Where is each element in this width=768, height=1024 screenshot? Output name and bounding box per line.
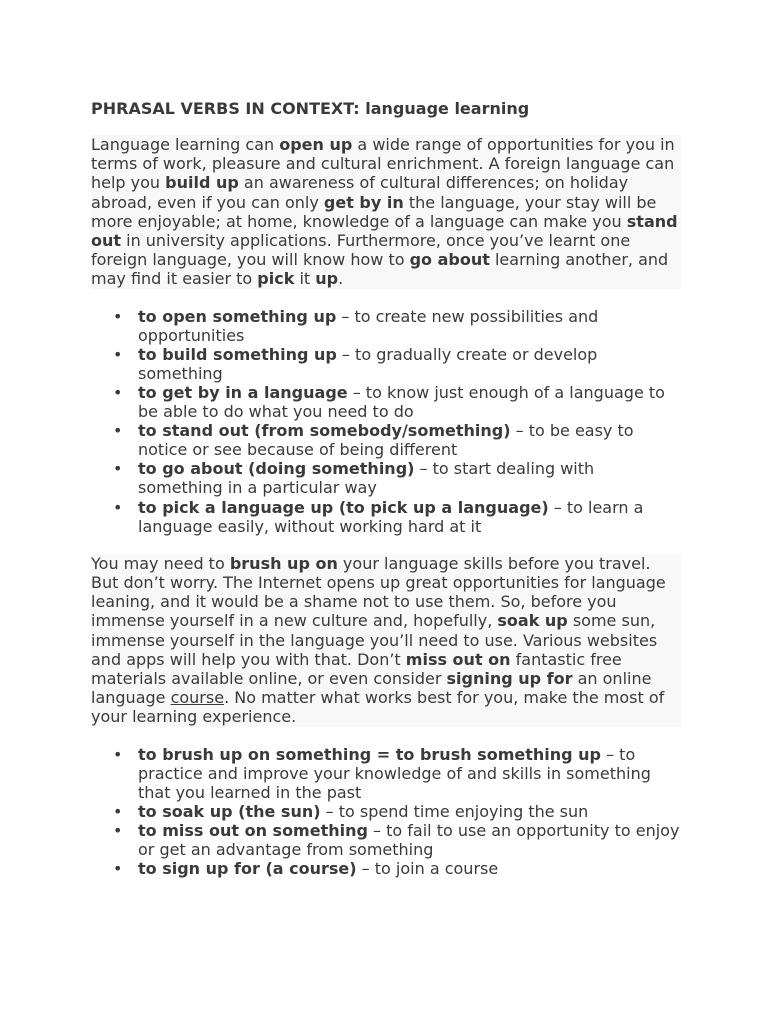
definition-item (91, 859, 681, 878)
definition-item (91, 745, 681, 802)
definition-text: – to join a course (356, 859, 499, 879)
definition-term: to brush up on something = to brush something up (138, 744, 601, 764)
paragraph-text: . No matter what works best for you, make the most of your learning experience. (91, 688, 665, 727)
definition-text: – to start dealing with something in a particular way (138, 459, 595, 498)
definition-item (91, 307, 681, 345)
definition-text: – to gradually create or develop something (138, 344, 598, 383)
paragraph-text: an awareness of cultural differences; on holiday abroad, even if you can only (91, 173, 629, 212)
definition-item (91, 421, 681, 459)
paragraph-text: fantastic free materials available online, or even consider (91, 649, 622, 688)
definition-item (91, 802, 681, 821)
paragraph-text: your language skills before you travel. But don’t worry. The Internet opens up great opportunities for language leaning, and it would be a shame not to use them. So, before you immense yourself in a new culture and, hopefully, (91, 553, 666, 631)
paragraph-text: some sun, immense yourself in the language you’ll need to use. Various websites and apps will help you with that. Don’t (91, 611, 658, 669)
document-title: PHRASAL VERBS IN CONTEXT: language learning (91, 99, 530, 118)
document-page (91, 97, 681, 878)
definition-text: – to create new possibilities and opportunities (138, 306, 599, 345)
bold-phrasal-verb: up (315, 269, 339, 289)
definition-term: to pick a language up (to pick up a language) (138, 497, 549, 517)
bullet-icon: • (113, 383, 123, 402)
paragraph-text: learning another, and may find it easier to (91, 250, 669, 289)
bold-phrasal-verb: open up (279, 135, 353, 154)
definition-term: to stand out (from somebody/something) (138, 421, 511, 441)
paragraph-2 (91, 554, 681, 727)
bullet-icon: • (113, 459, 123, 479)
definition-term: to miss out on something (138, 820, 368, 840)
paragraph-1 (91, 135, 681, 289)
definition-term: to build something up (138, 344, 337, 364)
bullet-icon: • (113, 801, 123, 821)
definition-text: – to practice and improve your knowledge of and skills in something that you learned in the past (138, 744, 651, 802)
paragraph-text: a wide range of opportunities for you in terms of work, pleasure and cultural enrichment. A foreign language can help you (91, 135, 675, 193)
paragraph-text: it (294, 269, 316, 289)
bold-phrasal-verb: stand out (91, 211, 678, 251)
paragraph-text: . (338, 269, 344, 289)
bullet-icon: • (113, 497, 123, 517)
definitions-list-2 (91, 745, 681, 879)
bullet-icon: • (113, 820, 123, 840)
definition-term: to get by in a language (138, 383, 348, 402)
definition-item (91, 345, 681, 383)
definitions-list-1 (91, 307, 681, 536)
definition-term: to sign up for (a course) (138, 859, 357, 879)
definition-text: – to spend time enjoying the sun (320, 801, 589, 821)
bullet-icon: • (113, 306, 123, 326)
bullet-icon: • (113, 744, 123, 764)
definition-item (91, 459, 681, 497)
bold-phrasal-verb: brush up on (229, 553, 338, 573)
definition-item (91, 821, 681, 859)
bullet-icon: • (113, 859, 123, 879)
paragraph-text: You may need to (91, 553, 230, 573)
paragraph-text: Language learning can (91, 135, 280, 154)
definition-term: to go about (doing something) (138, 459, 415, 479)
definition-text: – to learn a language easily, without working hard at it (138, 497, 644, 536)
definition-text: – to be easy to notice or see because of being different (138, 421, 634, 460)
bold-phrasal-verb: go about (409, 250, 490, 270)
bullet-icon: • (113, 421, 123, 441)
definition-text: – to know just enough of a language to be able to do what you need to do (138, 383, 665, 422)
paragraph-text: in university applications. Furthermore, once you’ve learnt one foreign language, you will know how to (91, 231, 631, 270)
definition-text: – to fail to use an opportunity to enjoy or get an advantage from something (138, 820, 680, 860)
definition-item (91, 383, 681, 421)
underlined-link-text[interactable]: course (170, 688, 225, 708)
definition-term: to soak up (the sun) (138, 801, 321, 821)
bullet-icon: • (113, 344, 123, 364)
bold-phrasal-verb: pick (257, 269, 295, 289)
bold-phrasal-verb: soak up (497, 611, 568, 631)
definition-item (91, 498, 681, 536)
bold-phrasal-verb: build up (165, 173, 239, 193)
paragraph-text: an online language (91, 668, 652, 708)
paragraph-text: the language, your stay will be more enjoyable; at home, knowledge of a language can make you (91, 192, 657, 231)
bold-phrasal-verb: miss out on (405, 649, 511, 669)
bold-phrasal-verb: signing up for (446, 668, 573, 688)
definition-term: to open something up (138, 306, 337, 326)
bold-phrasal-verb: get by in (323, 192, 404, 212)
